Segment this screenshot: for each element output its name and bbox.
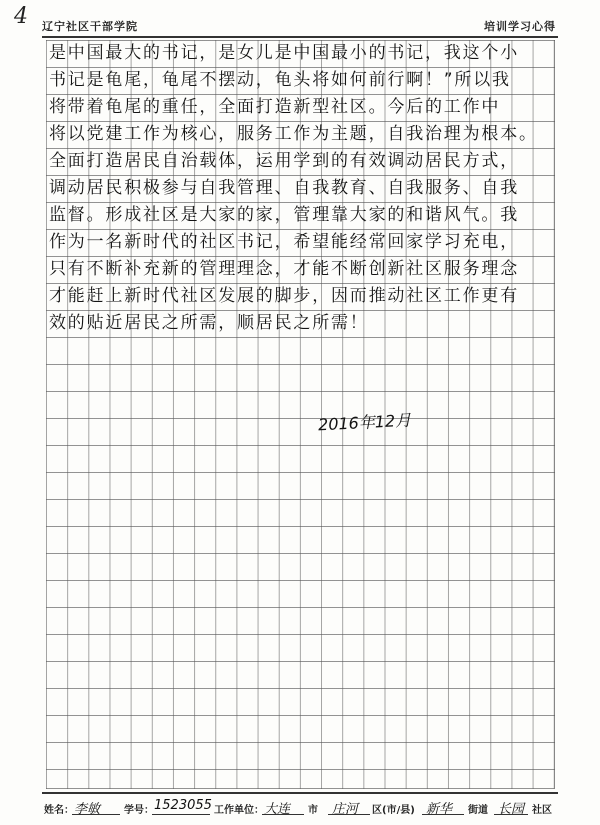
essay-line-8: 作为一名新时代的社区书记，希望能经常回家学习充电， xyxy=(49,232,519,252)
student-id-underline xyxy=(152,814,210,815)
essay-line-3: 将带着龟尾的重任，全面打造新型社区。今后的工作中 xyxy=(49,97,501,117)
street-value: 新华 xyxy=(426,802,453,817)
page-number: 4 xyxy=(14,4,28,29)
essay-line-5: 全面打造居民自治载体，运用学到的有效调动居民方式， xyxy=(49,151,519,171)
city-value: 大连 xyxy=(264,802,291,817)
street-underline xyxy=(422,814,464,815)
essay-line-6: 调动居民积极参与自我管理、自我教育、自我服务、自我 xyxy=(49,178,519,198)
district-underline xyxy=(328,814,370,815)
essay-line-4: 将以党建工作为核心，服务工作为主题，自我治理为根本。 xyxy=(49,124,538,144)
community-underline xyxy=(494,814,528,815)
essay-line-7: 监督。形成社区是大家的家，管理靠大家的和谐风气。我 xyxy=(49,205,519,225)
essay-line-9: 只有不断补充新的管理理念，才能不断创新社区服务理念 xyxy=(49,259,519,279)
name-value: 李敏 xyxy=(74,802,101,817)
city-suffix: 市 xyxy=(308,805,318,816)
institution-header: 辽宁社区干部学院 xyxy=(42,20,138,33)
work-unit-label: 工作单位： xyxy=(214,805,264,816)
header-divider xyxy=(42,36,558,38)
student-id-label: 学号： xyxy=(124,805,154,816)
district-value: 庄河 xyxy=(332,802,359,817)
student-id-value: 1523055 xyxy=(154,798,212,813)
footer-info xyxy=(42,797,558,819)
district-suffix: 区(市/县) xyxy=(372,805,415,816)
essay-line-11: 效的贴近居民之所需，顺居民之所需！ xyxy=(49,313,369,333)
document-type-header: 培训学习心得 xyxy=(484,20,556,33)
essay-line-10: 才能赶上新时代社区发展的脚步，因而推动社区工作更有 xyxy=(49,286,519,306)
city-underline xyxy=(262,814,304,815)
name-underline xyxy=(72,814,120,815)
footer-divider xyxy=(42,792,558,794)
essay-line-2: 书记是龟尾，龟尾不摆动，龟头将如何前行啊！”所以我 xyxy=(49,70,511,90)
name-label: 姓名： xyxy=(44,805,74,816)
handwritten-date: 2016年12月 xyxy=(317,410,412,435)
street-suffix: 街道 xyxy=(468,805,488,816)
community-value: 长园 xyxy=(498,802,525,817)
essay-line-1: 是中国最大的书记，是女儿是中国最小的书记，我这个小 xyxy=(49,43,519,63)
community-suffix: 社区 xyxy=(532,805,552,816)
